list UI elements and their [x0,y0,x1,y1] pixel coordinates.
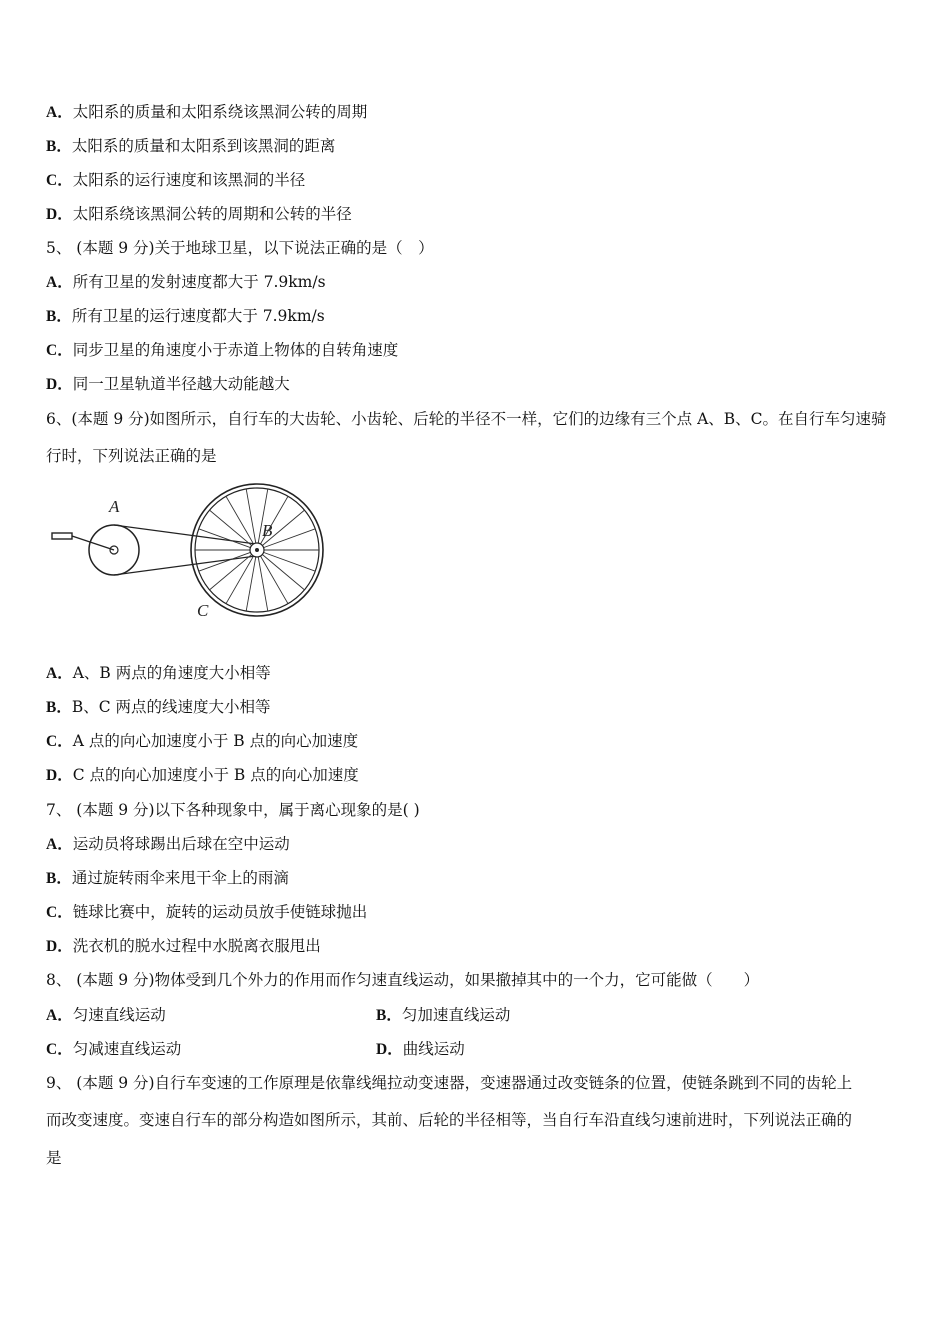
wheel-spoke [257,550,315,571]
q5-option-b: B．所有卫星的运行速度都大于 7.9km/s [46,307,325,325]
rear-axle [255,548,259,552]
wheel-spoke [199,550,257,571]
q6-option-b: B．B、C 两点的线速度大小相等 [46,698,271,716]
bicycle-diagram [46,478,336,628]
q8-stem: 8、 (本题 9 分)物体受到几个外力的作用而作匀速直线运动，如果撤掉其中的一个力，它可能做（ ） [46,971,760,989]
wheel-spoke [210,550,258,590]
wheel-spoke [199,529,257,550]
q7-option-c: C．链球比赛中，旋转的运动员放手使链球抛出 [46,903,368,921]
q8-option-a: A．匀速直线运动 [46,1006,166,1024]
label-a: A [109,497,120,516]
q8-option-c: C．匀减速直线运动 [46,1040,182,1058]
q6-option-c: C．A 点的向心加速度小于 B 点的向心加速度 [46,732,359,750]
q9-stem-line2: 而改变速度。变速自行车的部分构造如图所示，其前、后轮的半径相等，当自行车沿直线匀速前进时，下列说法正确的 [46,1111,853,1129]
q5-stem: 5、 (本题 9 分)关于地球卫星，以下说法正确的是（ ） [46,239,434,257]
wheel-spoke [210,510,258,550]
q8-option-d: D．曲线运动 [376,1040,465,1058]
chain-top [114,525,256,544]
q6-option-d: D．C 点的向心加速度小于 B 点的向心加速度 [46,766,359,784]
q5-option-c: C．同步卫星的角速度小于赤道上物体的自转角速度 [46,341,399,359]
label-b: B [262,521,273,540]
q6-stem-line1: 6、(本题 9 分)如图所示，自行车的大齿轮、小齿轮、后轮的半径不一样，它们的边缘有三个点 A、B、C。在自行车匀速骑 [46,410,887,428]
crank-arm [72,536,114,550]
q6-stem-line2: 行时，下列说法正确的是 [46,447,217,465]
q5-option-d: D．同一卫星轨道半径越大动能越大 [46,375,290,393]
chain-bottom [114,556,256,575]
q4-option-a: A．太阳系的质量和太阳系绕该黑洞公转的周期 [46,103,368,121]
q4-option-c: C．太阳系的运行速度和该黑洞的半径 [46,171,306,189]
q5-option-a: A．所有卫星的发射速度都大于 7.9km/s [46,273,326,291]
q7-option-d: D．洗衣机的脱水过程中水脱离衣服甩出 [46,937,321,955]
q7-stem: 7、 (本题 9 分)以下各种现象中，属于离心现象的是( ) [46,801,420,819]
q9-stem-line1: 9、 (本题 9 分)自行车变速的工作原理是依靠线绳拉动变速器，变速器通过改变链条的位置，使链条跳到不同的齿轮上 [46,1074,853,1092]
q6-option-a: A．A、B 两点的角速度大小相等 [46,664,271,682]
bicycle-figure [46,478,336,628]
label-c: C [197,601,209,620]
q4-option-b: B．太阳系的质量和太阳系到该黑洞的距离 [46,137,336,155]
q7-option-a: A．运动员将球踢出后球在空中运动 [46,835,290,853]
pedal-shape [52,533,72,539]
q7-option-b: B．通过旋转雨伞来甩干伞上的雨滴 [46,869,289,887]
q8-option-b: B．匀加速直线运动 [376,1006,511,1024]
q4-option-d: D．太阳系绕该黑洞公转的周期和公转的半径 [46,205,352,223]
q9-stem-line3: 是 [46,1149,62,1167]
wheel-spoke [257,550,305,590]
